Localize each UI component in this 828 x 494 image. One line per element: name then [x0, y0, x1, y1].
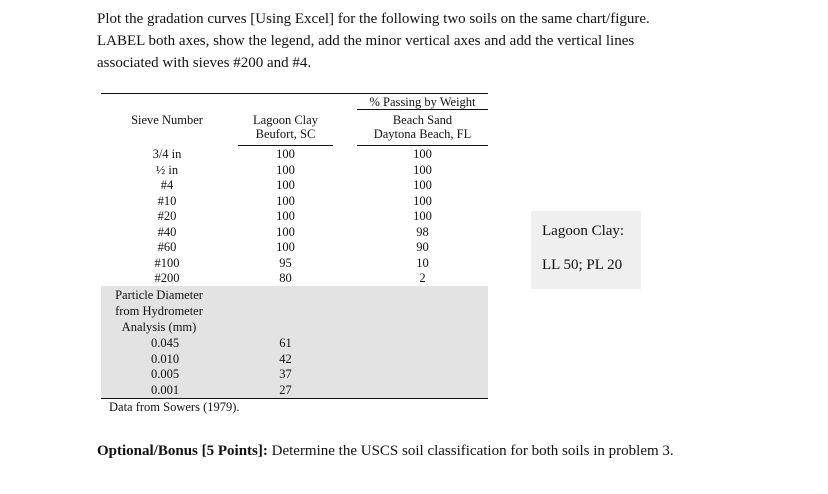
table-cell-sand: 100 — [413, 162, 432, 177]
diameter-column — [101, 336, 229, 398]
hydrometer-clay-column — [238, 336, 333, 398]
table-row-diameter: 0.045 — [150, 336, 180, 350]
table-cell-sand: 100 — [413, 147, 432, 161]
table-cell-sand: 100 — [413, 209, 432, 223]
passing-by-weight-header: % Passing by Weight — [369, 95, 476, 109]
table-cell-sand: 98 — [416, 224, 429, 239]
instructions-paragraph — [97, 8, 737, 74]
table-row-sieve: #4 — [160, 178, 174, 192]
table-row-sieve: #10 — [157, 193, 177, 208]
beach-sand-header-line2: Daytona Beach, FL — [373, 127, 472, 141]
table-cell-clay: 80 — [279, 271, 292, 285]
table-cell-clay: 100 — [276, 193, 295, 208]
table-cell-hydrometer-clay: 37 — [279, 367, 292, 381]
side-note-limits: LL 50; PL 20 — [542, 257, 623, 273]
table-row-sieve: #200 — [154, 271, 180, 285]
sand-column — [357, 147, 488, 287]
lagoon-clay-header-line2: Beufort, SC — [255, 127, 316, 141]
hydrometer-label-line2: from Hydrometer — [115, 304, 203, 318]
table-source-note: Data from Sowers (1979). — [109, 400, 240, 414]
table-row-sieve: ½ in — [155, 162, 179, 177]
beach-sand-header — [357, 113, 488, 141]
clay-column — [238, 147, 333, 287]
table-row-sieve: #20 — [157, 209, 177, 223]
table-cell-sand: 90 — [416, 240, 429, 254]
table-row-diameter: 0.005 — [150, 367, 180, 381]
gradation-table — [101, 93, 488, 414]
table-cell-hydrometer-clay: 27 — [279, 382, 292, 397]
table-cell-clay: 100 — [276, 147, 295, 161]
table-cell-clay: 100 — [276, 209, 295, 223]
instructions-line-3: associated with sieves #200 and #4. — [97, 55, 312, 71]
sand-header-rule — [357, 145, 488, 146]
table-cell-clay: 95 — [279, 255, 292, 270]
table-cell-sand: 100 — [413, 178, 432, 192]
table-cell-sand: 100 — [413, 193, 432, 208]
beach-sand-header-line1: Beach Sand — [392, 113, 453, 127]
table-row-sieve: #60 — [157, 240, 177, 254]
sieve-column — [101, 147, 233, 287]
lagoon-clay-limits-box — [531, 211, 641, 289]
table-cell-sand: 10 — [416, 255, 429, 270]
table-row-sieve: #40 — [157, 224, 177, 239]
sieve-number-header: Sieve Number — [131, 113, 203, 127]
hydrometer-section-label — [101, 287, 217, 335]
table-top-rule — [101, 93, 488, 94]
table-cell-hydrometer-clay: 42 — [279, 351, 292, 366]
table-row-diameter: 0.010 — [150, 351, 180, 366]
group-header-rule — [357, 109, 488, 110]
bonus-question — [97, 443, 674, 460]
clay-header-rule — [238, 145, 333, 146]
table-cell-clay: 100 — [276, 178, 295, 192]
table-bottom-rule — [101, 398, 488, 399]
bonus-text: Determine the USCS soil classification for both soils in problem 3. — [267, 443, 674, 459]
bonus-label: Optional/Bonus [5 Points]: — [97, 443, 268, 459]
table-row-sieve: 3/4 in — [152, 147, 182, 161]
lagoon-clay-header-line1: Lagoon Clay — [253, 113, 318, 127]
instructions-line-2: LABEL both axes, show the legend, add the minor vertical axes and add the vertical lines — [97, 33, 635, 49]
side-note-title: Lagoon Clay: — [542, 223, 625, 239]
table-row-sieve: #100 — [154, 255, 180, 270]
table-cell-clay: 100 — [276, 240, 295, 254]
hydrometer-label-line1: Particle Diameter — [115, 288, 203, 302]
table-cell-clay: 100 — [276, 224, 295, 239]
table-row-diameter: 0.001 — [150, 382, 180, 397]
lagoon-clay-header — [238, 113, 333, 141]
hydrometer-label-line3: Analysis (mm) — [121, 320, 197, 334]
table-cell-sand: 2 — [419, 271, 426, 285]
table-cell-clay: 100 — [276, 162, 295, 177]
table-cell-hydrometer-clay: 61 — [279, 336, 292, 350]
instructions-line-1: Plot the gradation curves [Using Excel] for the following two soils on the same chart/figure. — [97, 11, 650, 27]
